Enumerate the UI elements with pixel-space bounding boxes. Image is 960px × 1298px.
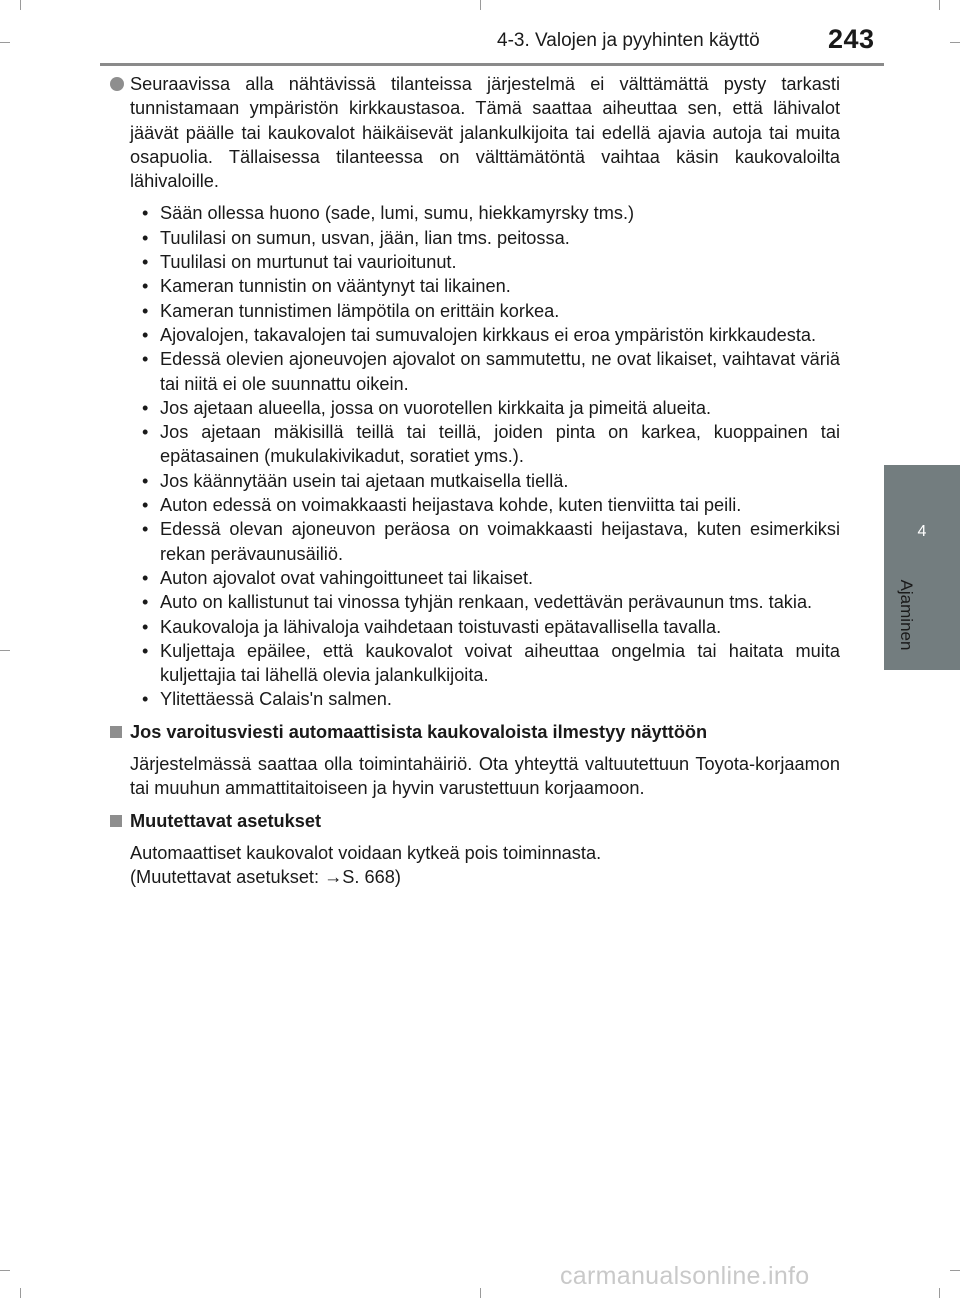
list-item: • Sään ollessa huono (sade, lumi, sumu, hiekkamyrsky tms.) <box>142 201 840 225</box>
bullet-icon: • <box>142 495 149 516</box>
list-item: • Kameran tunnistimen lämpötila on erittäin korkea. <box>142 299 840 323</box>
bullet-icon: • <box>142 519 149 540</box>
bullet-icon: • <box>142 616 149 637</box>
bullet-icon: • <box>142 567 149 588</box>
square-bullet-icon <box>110 815 122 827</box>
section-line: Automaattiset kaukovalot voidaan kytkeä pois toiminnasta. <box>130 842 602 863</box>
list-item: • Kameran tunnistin on vääntynyt tai likainen. <box>142 274 840 298</box>
bullet-icon: • <box>142 640 149 661</box>
bullet-icon: • <box>142 592 149 613</box>
bullet-icon: • <box>142 252 149 273</box>
list-item: • Edessä olevan ajoneuvon peräosa on voimakkaasti heijastava, kuten esimerkiksi rekan perävaunusäiliö. <box>142 519 840 564</box>
list-item: • Auto on kallistunut tai vinossa tyhjän renkaan, vedettävän perävaunun tms. takia. <box>142 590 840 614</box>
circle-bullet-icon <box>110 77 124 91</box>
crop-mark <box>20 0 21 10</box>
list-item: • Jos käännytään usein tai ajetaan mutkaisella tiellä. <box>142 469 840 493</box>
list-item: • Ajovalojen, takavalojen tai sumuvalojen kirkkaus ei eroa ympäristön kirkkaudesta. <box>142 323 840 347</box>
chapter-label-text: Ajaminen <box>897 579 916 651</box>
bullet-icon: • <box>142 470 149 491</box>
page-reference-link[interactable]: (Muutettavat asetukset: →S. 668) <box>130 867 401 888</box>
section-body <box>108 752 840 801</box>
bullet-icon: • <box>142 227 149 248</box>
header-rule <box>100 63 884 66</box>
bullet-icon: • <box>142 422 149 443</box>
list-item: • Auton ajovalot ovat vahingoittuneet tai likaiset. <box>142 566 840 590</box>
bullet-icon: • <box>142 324 149 345</box>
section-body <box>108 841 840 890</box>
list-item: • Ylitettäessä Calais'n salmen. <box>142 687 840 711</box>
page-number: 243 <box>828 24 875 54</box>
crop-mark <box>0 42 10 43</box>
crop-mark <box>480 0 481 10</box>
bullet-icon: • <box>142 276 149 297</box>
list-item: • Jos ajetaan alueella, jossa on vuorotellen kirkkaita ja pimeitä alueita. <box>142 396 840 420</box>
crop-mark <box>939 0 940 10</box>
list-item: • Jos ajetaan mäkisillä teillä tai teillä, joiden pinta on karkea, kuoppainen tai epätasainen (mukulakivikadut, soratiet yms.). <box>142 422 840 467</box>
intro-text: Seuraavissa alla nähtävissä tilanteissa järjestelmä ei välttämättä pysty tarkasti tunnistamaan ympäristön kirkkaustasoa. Tämä saattaa aiheuttaa sen, että lähivalot jäävät päälle tai kaukovalot häikäisevät jalankulkijoita tai edellä ajavia autoja tai muita osapuolia. Tällaisessa tilanteessa on välttämätöntä vaihtaa käsin kaukovaloilta lähivaloille. <box>130 74 840 192</box>
page-content <box>108 70 840 890</box>
condition-list <box>108 201 840 711</box>
crop-mark <box>480 1288 481 1298</box>
square-bullet-icon <box>110 726 122 738</box>
section-line: Järjestelmässä saattaa olla toimintahäiriö. Ota yhteyttä valtuutettuun Toyota-korjaamon tai muuhun ammattitaitoiseen ja hyvin varustettuun korjaamoon. <box>130 754 840 799</box>
bullet-icon: • <box>142 300 149 321</box>
list-item: • Auton edessä on voimakkaasti heijastava kohde, kuten tienviitta tai peili. <box>142 493 840 517</box>
bullet-icon: • <box>142 689 149 710</box>
section-heading: Muutettavat asetukset <box>108 809 840 833</box>
crop-mark <box>950 42 960 43</box>
list-item: • Tuulilasi on sumun, usvan, jään, lian tms. peitossa. <box>142 226 840 250</box>
section-heading: Jos varoitusviesti automaattisista kaukovaloista ilmestyy näyttöön <box>108 720 840 744</box>
intro-paragraph <box>108 72 840 193</box>
list-item: • Tuulilasi on murtunut tai vaurioitunut. <box>142 250 840 274</box>
crop-mark <box>950 1270 960 1271</box>
watermark: carmanualsonline.info <box>560 1262 810 1290</box>
list-item: • Kuljettaja epäilee, että kaukovalot voivat aiheuttaa ongelmia tai haitata muita kuljettajia tai lähellä olevia jalankulkijoita. <box>142 640 840 686</box>
crop-mark <box>939 1288 940 1298</box>
crop-mark <box>0 1270 10 1271</box>
bullet-icon: • <box>142 203 149 224</box>
chapter-number: 4 <box>917 523 927 540</box>
customizable-settings-section <box>108 809 840 890</box>
list-item: • Edessä olevien ajoneuvojen ajovalot on sammutettu, ne ovat likaiset, vaihtavat väriä tai niitä ei ole suunnattu oikein. <box>142 349 840 394</box>
section-title: 4-3. Valojen ja pyyhinten käyttö <box>497 30 760 51</box>
bullet-icon: • <box>142 397 149 418</box>
warning-message-section <box>108 720 840 801</box>
crop-mark <box>0 650 10 651</box>
crop-mark <box>20 1288 21 1298</box>
list-item: • Kaukovaloja ja lähivaloja vaihdetaan toistuvasti epätavallisella tavalla. <box>142 615 840 639</box>
chapter-label <box>884 560 928 670</box>
bullet-icon: • <box>142 349 149 370</box>
